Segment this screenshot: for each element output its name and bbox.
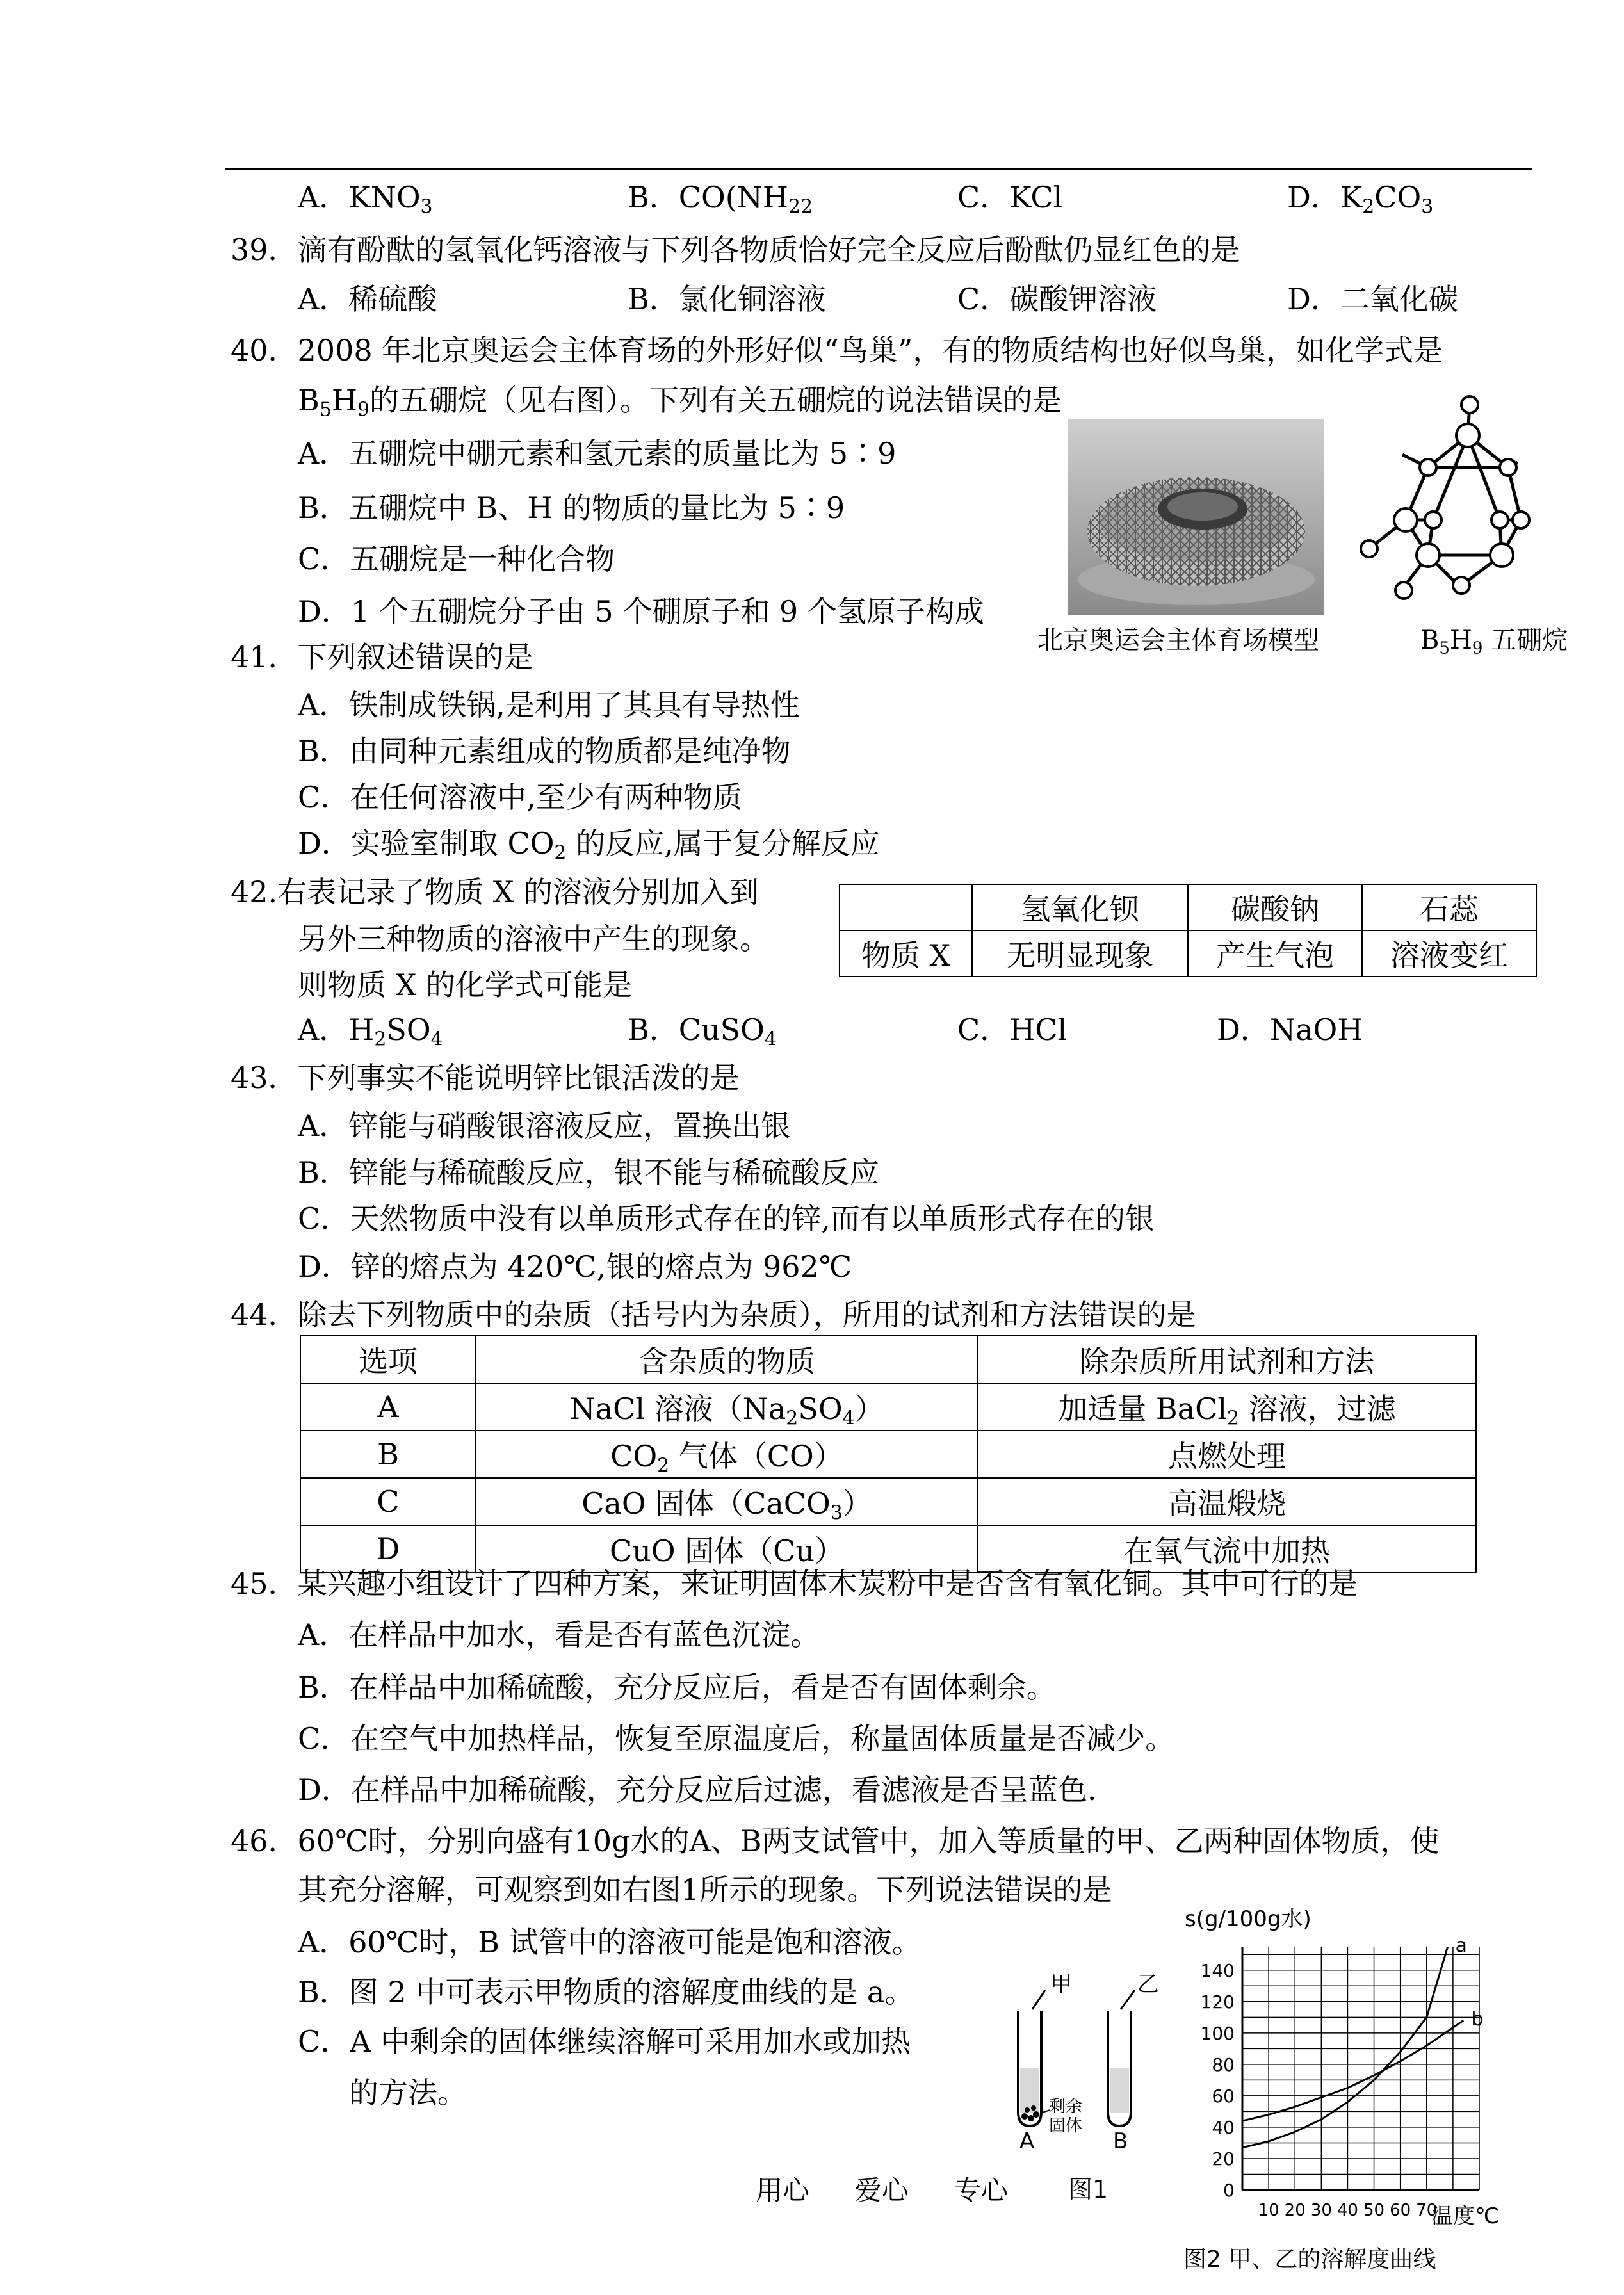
q44-table xyxy=(300,1335,1477,1573)
photo-caption: 北京奥运会主体育场模型 xyxy=(1037,626,1319,655)
q44-header-cell: 除杂质所用试剂和方法 xyxy=(978,1336,1476,1383)
q40-option-a: A．五硼烷中硼元素和氢元素的质量比为 5∶9 xyxy=(298,436,897,471)
q40-stem: 40．2008 年北京奥运会主体育场的外形好似“鸟巢”，有的物质结构也好似鸟巢，如化学式是 xyxy=(231,333,1443,368)
q38-option-c: C．KCl xyxy=(957,180,1063,215)
q38-option-b: B．$CO(NH_{22}$ xyxy=(628,180,813,218)
y-axis-label: s(g/100g水) xyxy=(1185,1906,1311,1932)
footer-text-2: 爱心 xyxy=(855,2175,909,2206)
q45-option-b: B．在样品中加稀硫酸，充分反应后，看是否有固体剩余。 xyxy=(298,1670,1056,1705)
q44-table-row xyxy=(300,1431,1476,1478)
q40-stem-cont: $B_5H_9$的五硼烷（见右图）。下列有关五硼烷的说法错误的是 xyxy=(298,383,1062,421)
molecule-caption: $B_5H_9$ 五硼烷 xyxy=(1420,626,1568,658)
tube-a-label: A xyxy=(1019,2129,1035,2154)
tube-label-jia: 甲 xyxy=(1050,1972,1072,1997)
q42-option-b: B．CuSO$_4$ xyxy=(628,1012,777,1051)
q41-option-c: C．在任何溶液中,至少有两种物质 xyxy=(298,780,742,815)
q42-cell: 溶液变红 xyxy=(1362,930,1536,977)
q44-table-row xyxy=(300,1478,1476,1525)
q43-option-d: D．锌的熔点为 420℃,银的熔点为 962℃ xyxy=(298,1249,852,1284)
series-line-a xyxy=(1242,1947,1448,2148)
q46-option-c-cont: 的方法。 xyxy=(349,2075,467,2110)
q45-option-c: C．在空气中加热样品，恢复至原温度后，称量固体质量是否减少。 xyxy=(298,1721,1175,1756)
q46-stem: 46．60℃时，分别向盛有10g水的A、B两支试管中，加入等质量的甲、乙两种固体物质，使 xyxy=(231,1824,1440,1858)
q40-option-d: D．1 个五硼烷分子由 5 个硼原子和 9 个氢原子构成 xyxy=(298,594,984,629)
y-tick-label: 140 xyxy=(1200,1959,1235,1981)
q44-header-cell: 含杂质的物质 xyxy=(476,1336,978,1383)
q44-cell: 高温煅烧 xyxy=(978,1478,1476,1525)
q42-table-header xyxy=(840,884,1536,930)
q39-option-d: D．二氧化碳 xyxy=(1287,282,1458,316)
q44-cell: CaO 固体（CaCO$_3$） xyxy=(476,1478,978,1525)
q42-cell: 物质 X xyxy=(840,930,972,977)
tube-label-yi: 乙 xyxy=(1137,1972,1159,1997)
q42-stem-cont1: 另外三种物质的溶液中产生的现象。 xyxy=(298,921,769,956)
stadium-model-photo xyxy=(1068,419,1324,615)
q42-stem-cont2: 则物质 X 的化学式可能是 xyxy=(298,968,632,1002)
q44-cell: CuO 固体（Cu） xyxy=(476,1525,978,1573)
q44-cell: B xyxy=(300,1431,476,1478)
q39-option-b: B．氯化铜溶液 xyxy=(628,282,826,316)
q42-header-cell: 碳酸钠 xyxy=(1188,884,1362,930)
q45-option-d: D．在样品中加稀硫酸，充分反应后过滤，看滤液是否呈蓝色. xyxy=(298,1772,1097,1807)
q42-option-d: D．NaOH xyxy=(1217,1012,1363,1047)
x-tick-label: 10 xyxy=(1258,2201,1279,2220)
q45-stem: 45．某兴趣小组设计了四种方案，来证明固体木炭粉中是否含有氧化铜。其中可行的是 xyxy=(231,1566,1358,1601)
q44-table-row xyxy=(300,1383,1476,1431)
q42-stem: 42.右表记录了物质 X 的溶液分别加入到 xyxy=(231,875,759,909)
q46-option-b: B．图 2 中可表示甲物质的溶解度曲线的是 a。 xyxy=(298,1975,914,2009)
residue-label-line1: 剩余 xyxy=(1049,2097,1083,2116)
q43-option-b: B．锌能与稀硫酸反应，银不能与稀硫酸反应 xyxy=(298,1155,879,1190)
q44-cell: NaCl 溶液$(Na_2SO_4)$ xyxy=(476,1383,978,1431)
figure1-caption: 图1 xyxy=(1068,2175,1108,2203)
q40-option-b: B．五硼烷中 B、H 的物质的量比为 5∶9 xyxy=(298,491,845,525)
q42-table xyxy=(839,884,1537,977)
q44-cell: 加适量 BaCl$_2$ 溶液，过滤 xyxy=(978,1383,1476,1431)
q44-cell: 在氧气流中加热 xyxy=(978,1525,1476,1573)
residue-label-line2: 固体 xyxy=(1049,2116,1083,2136)
y-tick-label: 40 xyxy=(1212,2116,1235,2138)
q42-option-c: C．HCl xyxy=(957,1012,1068,1047)
q44-cell: 点燃处理 xyxy=(978,1431,1476,1478)
footer-text-1: 用心 xyxy=(756,2175,810,2206)
q42-header-cell xyxy=(840,884,972,930)
x-tick-label: 60 xyxy=(1390,2201,1411,2220)
q41-option-a: A．铁制成铁锅,是利用了其具有导热性 xyxy=(298,688,800,722)
y-tick-label: 80 xyxy=(1212,2054,1235,2075)
q38-option-d: D．$K_2CO_3$ xyxy=(1287,180,1434,218)
y-tick-label: 20 xyxy=(1212,2148,1235,2169)
solubility-chart xyxy=(1178,1908,1537,2280)
q44-cell: A xyxy=(300,1383,476,1431)
q39-option-c: C．碳酸钾溶液 xyxy=(957,282,1157,316)
q42-cell: 无明显现象 xyxy=(972,930,1188,977)
q42-cell: 产生气泡 xyxy=(1188,930,1362,977)
q46-option-a: A．60℃时，B 试管中的溶液可能是饱和溶液。 xyxy=(298,1925,922,1959)
y-tick-label: 120 xyxy=(1200,1991,1235,2013)
figure1-test-tubes xyxy=(986,1972,1159,2154)
q44-header-cell: 选项 xyxy=(300,1336,476,1383)
q44-cell: C xyxy=(300,1478,476,1525)
q46-option-c: C．A 中剩余的固体继续溶解可采用加水或加热 xyxy=(298,2024,911,2059)
y-tick-label: 100 xyxy=(1200,2022,1235,2044)
q43-option-c: C．天然物质中没有以单质形式存在的锌,而有以单质形式存在的银 xyxy=(298,1201,1155,1236)
x-tick-label: 70 xyxy=(1416,2201,1438,2220)
q38-option-a: A．$KNO_3$ xyxy=(298,180,433,218)
q41-option-b: B．由同种元素组成的物质都是纯净物 xyxy=(298,734,791,768)
x-tick-label: 50 xyxy=(1363,2201,1385,2220)
series-line-b xyxy=(1242,2020,1463,2121)
x-axis-label: 温度℃ xyxy=(1431,2203,1500,2229)
q44-cell: $CO_2$ 气体（CO） xyxy=(476,1431,978,1478)
series-label-b: b xyxy=(1471,2008,1484,2031)
q42-option-a: A．$H_2SO_4$ xyxy=(298,1012,443,1051)
pentaborane-structure-diagram xyxy=(1358,392,1524,603)
q43-option-a: A．锌能与硝酸银溶液反应，置换出银 xyxy=(298,1108,791,1143)
q44-table-header xyxy=(300,1336,1476,1383)
x-tick-label: 20 xyxy=(1284,2201,1306,2220)
footer-text-3: 专心 xyxy=(954,2175,1009,2206)
q40-option-c: C．五硼烷是一种化合物 xyxy=(298,542,615,576)
q39-option-a: A．稀硫酸 xyxy=(298,282,437,316)
q44-table-row xyxy=(300,1525,1476,1573)
header-rule xyxy=(225,168,1532,170)
q44-cell: D xyxy=(300,1525,476,1573)
q39-stem: 39．滴有酚酞的氢氧化钙溶液与下列各物质恰好完全反应后酚酞仍显红色的是 xyxy=(231,232,1240,267)
q41-stem: 41．下列叙述错误的是 xyxy=(231,640,533,674)
q42-header-cell: 氢氧化钡 xyxy=(972,884,1188,930)
x-tick-label: 40 xyxy=(1336,2201,1358,2220)
q44-stem: 44．除去下列物质中的杂质（括号内为杂质），所用的试剂和方法错误的是 xyxy=(231,1297,1196,1332)
q43-stem: 43．下列事实不能说明锌比银活泼的是 xyxy=(231,1060,740,1095)
q42-table-row xyxy=(840,930,1536,977)
q41-option-d: D．实验室制取 $CO_2$ 的反应,属于复分解反应 xyxy=(298,826,880,864)
q42-header-cell: 石蕊 xyxy=(1362,884,1536,930)
y-tick-label: 0 xyxy=(1223,2180,1235,2201)
q45-option-a: A．在样品中加水，看是否有蓝色沉淀。 xyxy=(298,1618,820,1652)
q46-stem-cont: 其充分溶解，可观察到如右图1所示的现象。下列说法错误的是 xyxy=(298,1872,1112,1907)
y-tick-label: 60 xyxy=(1212,2085,1235,2107)
series-label-a: a xyxy=(1455,1934,1468,1957)
tube-b-label: B xyxy=(1113,2129,1128,2154)
chart-caption: 图2 甲、乙的溶解度曲线 xyxy=(1183,2246,1436,2273)
x-tick-label: 30 xyxy=(1310,2201,1332,2220)
